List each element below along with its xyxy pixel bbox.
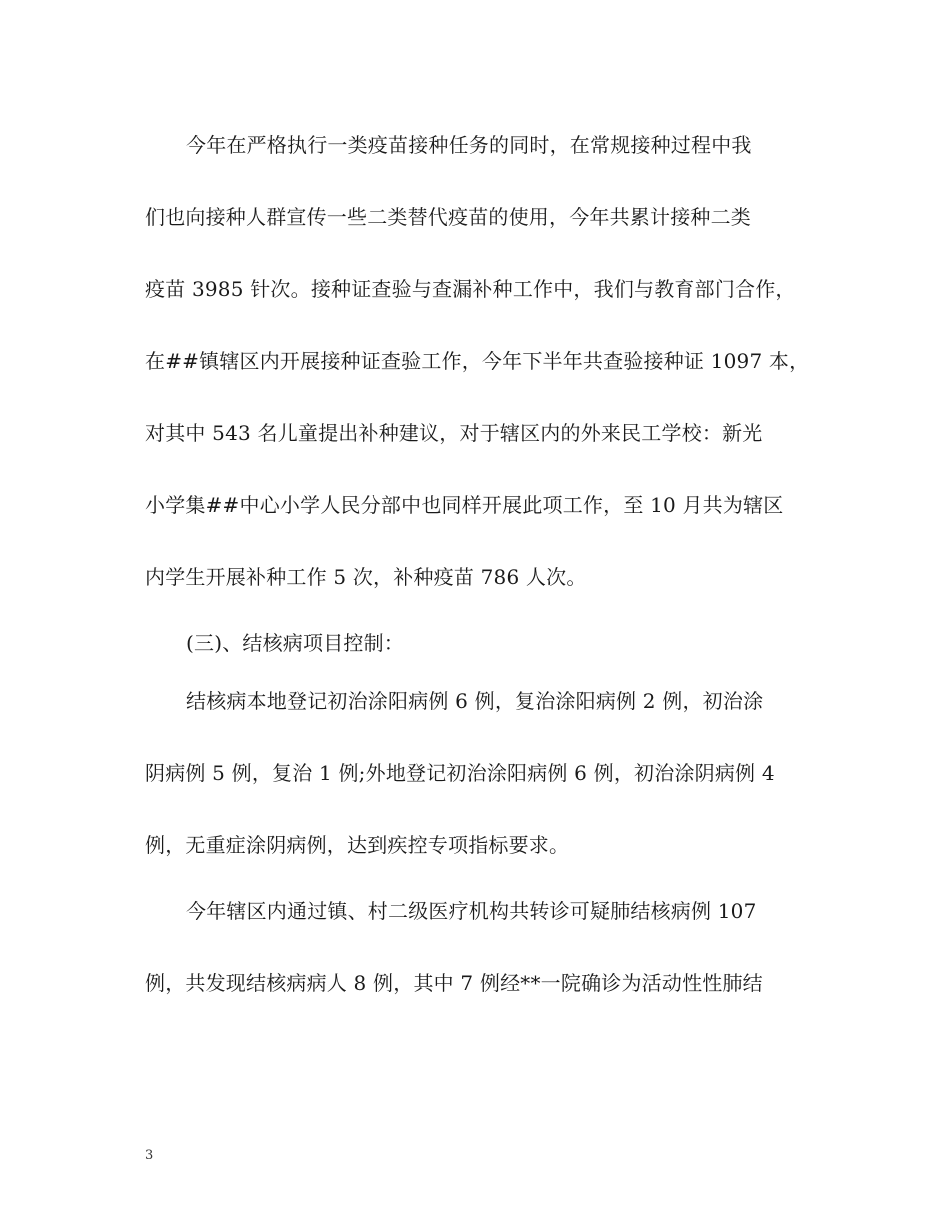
paragraph-line: 疫苗 3985 针次。接种证查验与查漏补种工作中，我们与教育部门合作， — [145, 277, 796, 301]
paragraph-line: 内学生开展补种工作 5 次，补种疫苗 786 人次。 — [145, 565, 587, 589]
section-heading: (三)、结核病项目控制： — [186, 631, 405, 655]
paragraph-line: 今年辖区内通过镇、村二级医疗机构共转诊可疑肺结核病例 107 — [186, 899, 757, 923]
page-number: 3 — [145, 1148, 154, 1163]
paragraph-line: 今年在严格执行一类疫苗接种任务的同时，在常规接种过程中我 — [186, 133, 752, 157]
paragraph-line: 对其中 543 名儿童提出补种建议，对于辖区内的外来民工学校：新光 — [145, 421, 763, 445]
paragraph-line: 例，共发现结核病病人 8 例，其中 7 例经**一院确诊为活动性性肺结 — [145, 971, 763, 995]
paragraph-line: 在##镇辖区内开展接种证查验工作，今年下半年共查验接种证 1097 本， — [145, 349, 810, 373]
paragraph-line: 小学集##中心小学人民分部中也同样开展此项工作，至 10 月共为辖区 — [145, 493, 784, 517]
paragraph-line: 结核病本地登记初治涂阳病例 6 例，复治涂阳病例 2 例，初治涂 — [186, 689, 764, 713]
paragraph-line: 们也向接种人群宣传一些二类替代疫苗的使用，今年共累计接种二类 — [145, 205, 751, 229]
paragraph-line: 阴病例 5 例，复治 1 例;外地登记初治涂阳病例 6 例，初治涂阴病例 4 — [145, 761, 775, 785]
paragraph-line: 例，无重症涂阴病例，达到疾控专项指标要求。 — [145, 833, 570, 857]
